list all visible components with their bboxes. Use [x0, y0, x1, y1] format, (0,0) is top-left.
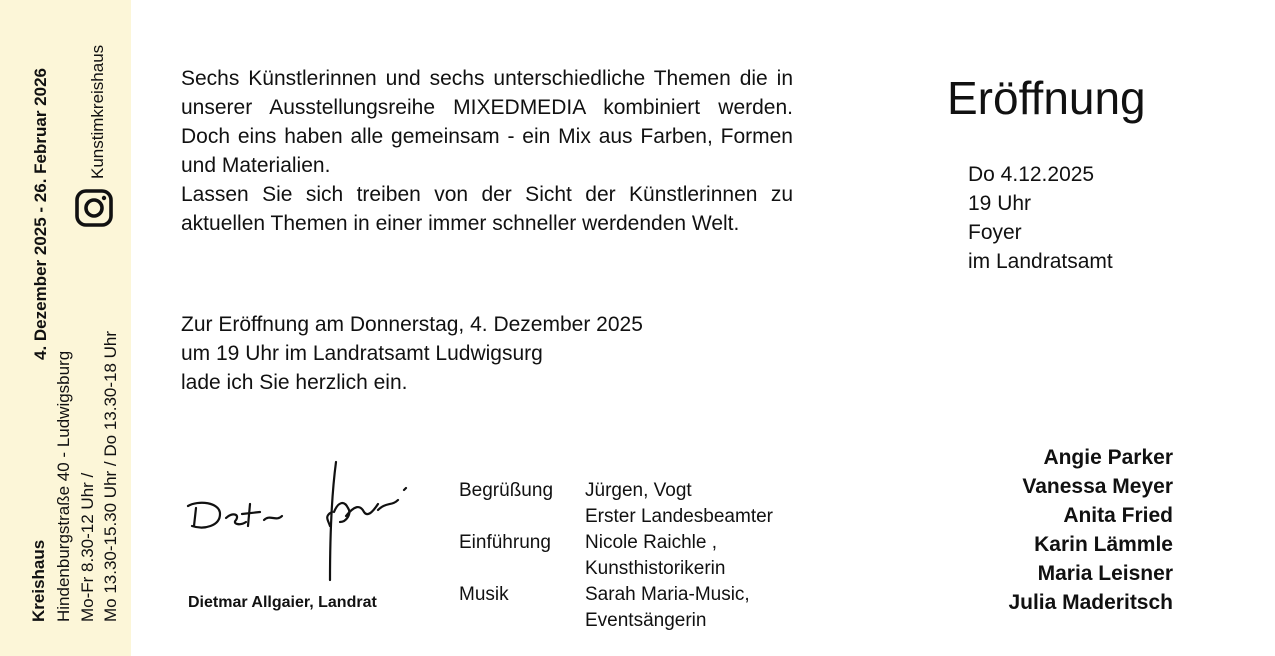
handwritten-signature [178, 452, 414, 584]
invitation-line: lade ich Sie herzlich ein. [181, 371, 408, 394]
program-row [459, 582, 773, 634]
artist-name: Karin Lämmle [1034, 533, 1173, 556]
invitation-line: Zur Eröffnung am Donnerstag, 4. Dezember 2025 [181, 313, 643, 336]
instagram-handle[interactable]: Kunstimkreishaus [88, 44, 107, 179]
opening-hours-line1: Mo-Fr 8.30-12 Uhr / [78, 472, 97, 622]
artist-list [1008, 443, 1173, 617]
intro-paragraph: Sechs Künstlerinnen und sechs unterschiedliche Themen die in unserer Ausstellungsreihe MIXEDMEDIA kombiniert werden. Doch eins haben alle gemeinsam - ein Mix aus Farben, Formen und Materialien. [181, 67, 793, 177]
intro-text [181, 64, 793, 238]
artist-name: Angie Parker [1043, 446, 1173, 469]
event-time: 19 Uhr [968, 192, 1032, 215]
invitation-text [181, 310, 821, 397]
program-row [459, 530, 773, 582]
artist-name: Julia Maderitsch [1008, 591, 1173, 614]
program-detail [585, 478, 773, 530]
opening-hours-line2: Mo 13.30-15.30 Uhr / Do 13.30-18 Uhr [101, 330, 120, 622]
program-detail [585, 530, 725, 582]
artist-name: Maria Leisner [1037, 562, 1173, 585]
program-label: Einführung [459, 532, 551, 553]
intro-paragraph: Lassen Sie sich treiben von der Sicht der Künstlerinnen zu aktuellen Themen in einer immer schneller werdenden Welt. [181, 183, 793, 235]
event-title: Eröffnung [947, 72, 1146, 124]
event-details [968, 160, 1113, 276]
info-sidebar [0, 0, 131, 656]
event-location: im Landratsamt [968, 250, 1113, 273]
artist-name: Anita Fried [1063, 504, 1173, 527]
program-detail-line: Nicole Raichle , [585, 532, 717, 553]
program-row [459, 478, 773, 530]
instagram-icon[interactable] [74, 188, 114, 228]
program-detail-line: Sarah Maria-Music, [585, 584, 750, 605]
venue-name: Kreishaus [29, 539, 48, 622]
program-label: Musik [459, 584, 509, 605]
program-detail-line: Eventsängerin [585, 610, 707, 631]
program-detail-line: Jürgen, Vogt [585, 480, 692, 501]
program-schedule [459, 478, 773, 634]
exhibition-dates: 4. Dezember 2025 - 26. Februar 2026 [31, 68, 50, 360]
program-detail [585, 582, 750, 634]
program-detail-line: Kunsthistorikerin [585, 558, 726, 579]
program-label: Begrüßung [459, 480, 554, 501]
signer-name: Dietmar Allgaier, Landrat [188, 594, 377, 611]
invitation-line: um 19 Uhr im Landratsamt Ludwigsurg [181, 342, 543, 365]
artist-name: Vanessa Meyer [1022, 475, 1173, 498]
venue-address: Hindenburgstraße 40 - Ludwigsburg [54, 350, 73, 622]
program-detail-line: Erster Landesbeamter [585, 506, 773, 527]
event-location: Foyer [968, 221, 1022, 244]
event-date: Do 4.12.2025 [968, 163, 1095, 186]
